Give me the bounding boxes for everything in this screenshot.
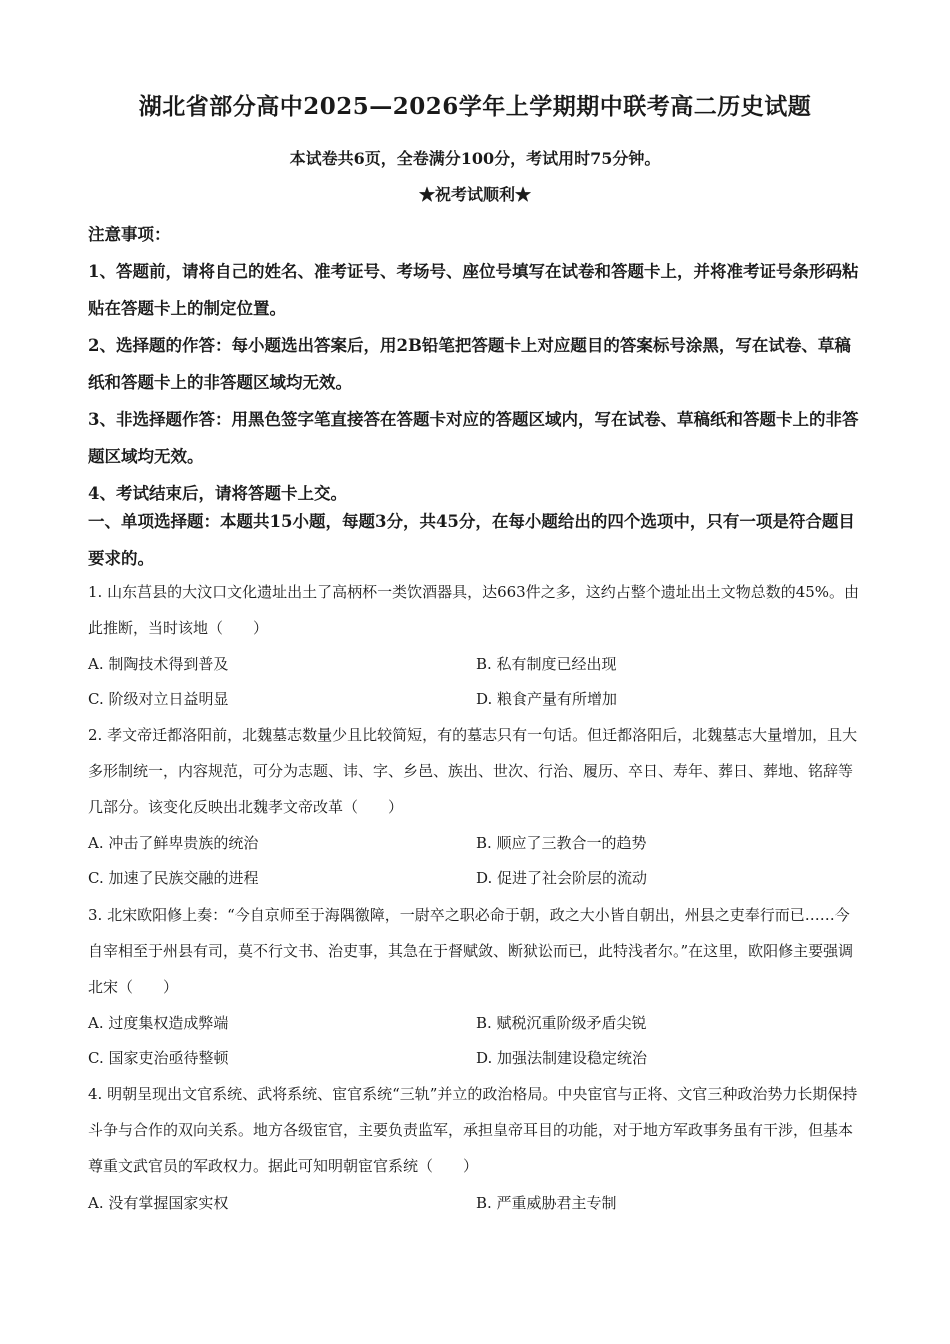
question-stem	[88, 897, 864, 1005]
section-heading-block	[88, 503, 864, 577]
option-b: B. 顺应了三教合一的趋势	[476, 834, 647, 852]
question-1-options	[88, 647, 864, 717]
notes-block	[88, 216, 864, 512]
good-luck-line: ★祝考试顺利★	[418, 185, 531, 204]
question-4-options	[88, 1186, 864, 1221]
notes-heading: 注意事项：	[88, 225, 171, 244]
question-3-stem: 3. 北宋欧阳修上奏：“今自京师至于海隅徼障，一尉卒之职必命于朝，政之大小皆自朝出，州县之吏奉行而已……今自宰相至于州县有司，莫不行文书、治吏事，其急在于督赋敛、断狱讼而已，此特浅者尔。”在这里，欧阳修主要强调北宋（ ）	[88, 906, 854, 996]
question-3-options	[88, 1006, 864, 1076]
question-2-options	[88, 826, 864, 896]
question-stem	[88, 717, 864, 825]
option-d: D. 促进了社会阶层的流动	[476, 869, 648, 887]
note-item: 2、选择题的作答：每小题选出答案后，用2B铅笔把答题卡上对应题目的答案标号涂黑，写在试卷、草稿纸和答题卡上的非答题区域均无效。	[88, 336, 851, 392]
section-heading: 一、单项选择题：本题共15小题，每题3分，共45分，在每小题给出的四个选项中，只有一项是符合题目要求的。	[88, 512, 855, 568]
exam-info: 本试卷共6页，全卷满分100分，考试用时75分钟。	[289, 149, 661, 168]
option-c: C. 加速了民族交融的进程	[88, 869, 259, 887]
option-b: B. 赋税沉重阶级矛盾尖锐	[476, 1014, 647, 1032]
option-a: A. 过度集权造成弊端	[88, 1014, 229, 1032]
option-c: C. 阶级对立日益明显	[88, 690, 229, 708]
option-c: C. 国家吏治亟待整顿	[88, 1049, 229, 1067]
option-b: B. 私有制度已经出现	[476, 655, 617, 673]
option-a: A. 冲击了鲜卑贵族的统治	[88, 834, 259, 852]
note-item: 3、非选择题作答：用黑色签字笔直接答在答题卡对应的答题区域内，写在试卷、草稿纸和答题卡上的非答题区域均无效。	[88, 410, 859, 466]
note-item: 1、答题前，请将自己的姓名、准考证号、考场号、座位号填写在试卷和答题卡上，并将准考证号条形码粘贴在答题卡上的制定位置。	[88, 262, 859, 318]
question-stem	[88, 574, 864, 646]
question-2-stem: 2. 孝文帝迁都洛阳前，北魏墓志数量少且比较简短，有的墓志只有一句话。但迁都洛阳后，北魏墓志大量增加，且大多形制统一，内容规范，可分为志题、讳、字、乡邑、族出、世次、行治、履历、卒日、寿年、葬日、葬地、铭辞等几部分。该变化反映出北魏孝文帝改革（ ）	[88, 726, 858, 816]
option-d: D. 粮食产量有所增加	[476, 690, 618, 708]
question-stem	[88, 1076, 864, 1184]
note-item: 4、考试结束后，请将答题卡上交。	[88, 484, 347, 503]
option-a: A. 没有掌握国家实权	[88, 1194, 229, 1212]
page-title: 湖北省部分高中2025—2026学年上学期期中联考高二历史试题	[138, 93, 812, 120]
option-a: A. 制陶技术得到普及	[88, 655, 229, 673]
question-4-stem: 4. 明朝呈现出文官系统、武将系统、宦官系统“三轨”并立的政治格局。中央宦官与正将、文官三种政治势力长期保持斗争与合作的双向关系。地方各级宦官，主要负责监军，承担皇帝耳目的功能，对于地方军政事务虽有干涉，但基本尊重文武官员的军政权力。据此可知明朝宦官系统（ ）	[88, 1085, 858, 1175]
option-d: D. 加强法制建设稳定统治	[476, 1049, 648, 1067]
option-b: B. 严重威胁君主专制	[476, 1194, 617, 1212]
question-1-stem: 1. 山东莒县的大汶口文化遗址出土了高柄杯一类饮酒器具，达663件之多，这约占整个遗址出土文物总数的45%。由此推断，当时该地（ ）	[88, 583, 860, 637]
